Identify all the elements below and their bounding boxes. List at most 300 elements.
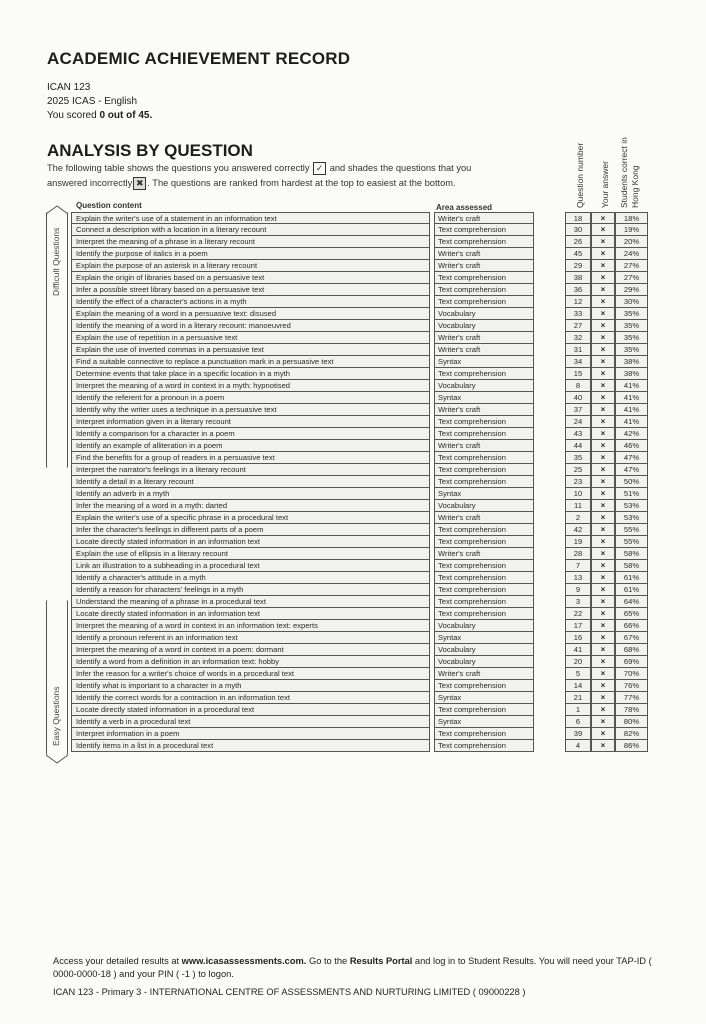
table-row bbox=[71, 380, 661, 392]
checkmark-icon: ✓ bbox=[313, 162, 326, 175]
table-row bbox=[71, 728, 661, 740]
table-row bbox=[71, 344, 661, 356]
easy-arrow-icon bbox=[45, 754, 69, 764]
question-content-cell: Interpret the meaning of a word in context in a poem: dormant bbox=[71, 644, 430, 656]
table-row bbox=[71, 332, 661, 344]
area-assessed-cell: Text comprehension bbox=[434, 428, 534, 440]
question-number-cell: 28 bbox=[565, 548, 591, 560]
question-number-cell: 36 bbox=[565, 284, 591, 296]
question-content-cell: Locate directly stated information in a procedural text bbox=[71, 704, 430, 716]
table-row bbox=[71, 524, 661, 536]
question-content-cell: Identify the referent for a pronoun in a poem bbox=[71, 392, 430, 404]
cross-icon: ✖ bbox=[133, 177, 146, 190]
table-row bbox=[71, 452, 661, 464]
students-correct-cell: 67% bbox=[615, 632, 648, 644]
students-correct-cell: 19% bbox=[615, 224, 648, 236]
table-row bbox=[71, 644, 661, 656]
question-content-cell: Connect a description with a location in a literary recount bbox=[71, 224, 430, 236]
your-answer-cell: × bbox=[591, 392, 615, 404]
students-correct-cell: 35% bbox=[615, 332, 648, 344]
question-number-cell: 32 bbox=[565, 332, 591, 344]
students-correct-cell: 18% bbox=[615, 212, 648, 224]
question-number-cell: 6 bbox=[565, 716, 591, 728]
students-correct-cell: 78% bbox=[615, 704, 648, 716]
footer-text: and log in to Student Results. You will need your TAP-ID ( 0000-0000-18 ) and your PIN ( -1 ) to logon. bbox=[53, 956, 652, 979]
header-students-correct: Students correct in Hong Kong bbox=[619, 137, 640, 208]
table-row bbox=[71, 284, 661, 296]
your-answer-cell: × bbox=[591, 536, 615, 548]
area-assessed-cell: Writer's craft bbox=[434, 512, 534, 524]
question-content-cell: Identify the purpose of italics in a poem bbox=[71, 248, 430, 260]
question-content-cell: Identify a verb in a procedural text bbox=[71, 716, 430, 728]
table-row bbox=[71, 236, 661, 248]
students-correct-cell: 47% bbox=[615, 464, 648, 476]
question-content-cell: Identify an adverb in a myth bbox=[71, 488, 430, 500]
students-correct-cell: 58% bbox=[615, 560, 648, 572]
question-number-cell: 2 bbox=[565, 512, 591, 524]
score-value: 0 out of 45. bbox=[99, 110, 153, 121]
question-content-cell: Identify items in a list in a procedural text bbox=[71, 740, 430, 752]
table-row bbox=[71, 476, 661, 488]
question-content-cell: Locate directly stated information in an information text bbox=[71, 536, 430, 548]
table-row bbox=[71, 212, 661, 224]
question-content-cell: Identify the correct words for a contraction in an information text bbox=[71, 692, 430, 704]
students-correct-cell: 53% bbox=[615, 500, 648, 512]
question-content-cell: Find a suitable connective to replace a punctuation mark in a persuasive text bbox=[71, 356, 430, 368]
students-correct-cell: 58% bbox=[615, 548, 648, 560]
area-assessed-cell: Syntax bbox=[434, 716, 534, 728]
your-answer-cell: × bbox=[591, 476, 615, 488]
students-correct-cell: 24% bbox=[615, 248, 648, 260]
area-assessed-cell: Syntax bbox=[434, 392, 534, 404]
your-answer-cell: × bbox=[591, 308, 615, 320]
table-row bbox=[71, 572, 661, 584]
area-assessed-cell: Text comprehension bbox=[434, 728, 534, 740]
question-table bbox=[71, 212, 661, 752]
students-correct-cell: 64% bbox=[615, 596, 648, 608]
table-row bbox=[71, 716, 661, 728]
table-row bbox=[71, 368, 661, 380]
your-answer-cell: × bbox=[591, 668, 615, 680]
table-row bbox=[71, 428, 661, 440]
your-answer-cell: × bbox=[591, 740, 615, 752]
question-number-cell: 21 bbox=[565, 692, 591, 704]
students-correct-cell: 46% bbox=[615, 440, 648, 452]
table-row bbox=[71, 536, 661, 548]
score-line bbox=[47, 109, 152, 123]
question-number-cell: 31 bbox=[565, 344, 591, 356]
your-answer-cell: × bbox=[591, 620, 615, 632]
students-correct-cell: 82% bbox=[615, 728, 648, 740]
your-answer-cell: × bbox=[591, 632, 615, 644]
question-number-cell: 33 bbox=[565, 308, 591, 320]
area-assessed-cell: Text comprehension bbox=[434, 236, 534, 248]
question-content-cell: Explain the purpose of an asterisk in a literary recount bbox=[71, 260, 430, 272]
table-row bbox=[71, 704, 661, 716]
students-correct-cell: 70% bbox=[615, 668, 648, 680]
question-content-cell: Infer the meaning of a word in a myth: darted bbox=[71, 500, 430, 512]
question-number-cell: 23 bbox=[565, 476, 591, 488]
students-correct-cell: 30% bbox=[615, 296, 648, 308]
area-assessed-cell: Writer's craft bbox=[434, 404, 534, 416]
question-number-cell: 7 bbox=[565, 560, 591, 572]
question-number-cell: 40 bbox=[565, 392, 591, 404]
question-number-cell: 22 bbox=[565, 608, 591, 620]
table-row bbox=[71, 548, 661, 560]
area-assessed-cell: Syntax bbox=[434, 692, 534, 704]
area-assessed-cell: Writer's craft bbox=[434, 344, 534, 356]
students-correct-cell: 66% bbox=[615, 620, 648, 632]
your-answer-cell: × bbox=[591, 356, 615, 368]
your-answer-cell: × bbox=[591, 524, 615, 536]
table-row bbox=[71, 596, 661, 608]
your-answer-cell: × bbox=[591, 416, 615, 428]
question-number-cell: 12 bbox=[565, 296, 591, 308]
question-content-cell: Explain the writer's use of a specific phrase in a procedural text bbox=[71, 512, 430, 524]
question-content-cell: Explain the meaning of a word in a persuasive text: disused bbox=[71, 308, 430, 320]
area-assessed-cell: Text comprehension bbox=[434, 596, 534, 608]
students-correct-cell: 76% bbox=[615, 680, 648, 692]
your-answer-cell: × bbox=[591, 332, 615, 344]
intro-text: The following table shows the questions you answered correctly bbox=[47, 163, 310, 173]
your-answer-cell: × bbox=[591, 380, 615, 392]
question-content-cell: Explain the origin of libraries based on a persuasive text bbox=[71, 272, 430, 284]
question-content-cell: Identify the meaning of a word in a literary recount: manoeuvred bbox=[71, 320, 430, 332]
table-row bbox=[71, 656, 661, 668]
students-correct-cell: 68% bbox=[615, 644, 648, 656]
area-assessed-cell: Text comprehension bbox=[434, 680, 534, 692]
table-row bbox=[71, 560, 661, 572]
your-answer-cell: × bbox=[591, 692, 615, 704]
question-content-cell: Explain the use of repetition in a persuasive text bbox=[71, 332, 430, 344]
table-row bbox=[71, 392, 661, 404]
question-content-cell: Locate directly stated information in an information text bbox=[71, 608, 430, 620]
students-correct-cell: 27% bbox=[615, 260, 648, 272]
your-answer-cell: × bbox=[591, 512, 615, 524]
table-row bbox=[71, 404, 661, 416]
question-number-cell: 19 bbox=[565, 536, 591, 548]
area-assessed-cell: Text comprehension bbox=[434, 704, 534, 716]
results-website-link[interactable]: www.icasassessments.com. bbox=[181, 956, 307, 966]
question-number-cell: 39 bbox=[565, 728, 591, 740]
area-assessed-cell: Text comprehension bbox=[434, 476, 534, 488]
question-number-cell: 26 bbox=[565, 236, 591, 248]
students-correct-cell: 51% bbox=[615, 488, 648, 500]
question-number-cell: 11 bbox=[565, 500, 591, 512]
area-assessed-cell: Text comprehension bbox=[434, 524, 534, 536]
students-correct-cell: 50% bbox=[615, 476, 648, 488]
students-correct-cell: 38% bbox=[615, 368, 648, 380]
students-correct-cell: 77% bbox=[615, 692, 648, 704]
question-number-cell: 9 bbox=[565, 584, 591, 596]
table-row bbox=[71, 620, 661, 632]
table-row bbox=[71, 692, 661, 704]
table-row bbox=[71, 668, 661, 680]
area-assessed-cell: Writer's craft bbox=[434, 212, 534, 224]
question-number-cell: 13 bbox=[565, 572, 591, 584]
footer-text: Access your detailed results at bbox=[53, 956, 182, 966]
students-correct-cell: 61% bbox=[615, 572, 648, 584]
question-number-cell: 4 bbox=[565, 740, 591, 752]
your-answer-cell: × bbox=[591, 716, 615, 728]
your-answer-cell: × bbox=[591, 320, 615, 332]
area-assessed-cell: Syntax bbox=[434, 632, 534, 644]
question-content-cell: Identify the effect of a character's actions in a myth bbox=[71, 296, 430, 308]
area-assessed-cell: Vocabulary bbox=[434, 380, 534, 392]
table-row bbox=[71, 488, 661, 500]
question-number-cell: 8 bbox=[565, 380, 591, 392]
area-assessed-cell: Writer's craft bbox=[434, 440, 534, 452]
score-prefix: You scored bbox=[47, 110, 100, 121]
footer-text: Go to the bbox=[306, 956, 350, 966]
table-row bbox=[71, 260, 661, 272]
question-number-cell: 24 bbox=[565, 416, 591, 428]
area-assessed-cell: Text comprehension bbox=[434, 608, 534, 620]
area-assessed-cell: Vocabulary bbox=[434, 320, 534, 332]
area-assessed-cell: Text comprehension bbox=[434, 536, 534, 548]
question-number-cell: 43 bbox=[565, 428, 591, 440]
students-correct-cell: 35% bbox=[615, 320, 648, 332]
question-content-cell: Explain the use of inverted commas in a persuasive text bbox=[71, 344, 430, 356]
question-content-cell: Identify a comparison for a character in a poem bbox=[71, 428, 430, 440]
your-answer-cell: × bbox=[591, 368, 615, 380]
area-assessed-cell: Text comprehension bbox=[434, 416, 534, 428]
area-assessed-cell: Text comprehension bbox=[434, 560, 534, 572]
your-answer-cell: × bbox=[591, 428, 615, 440]
area-assessed-cell: Text comprehension bbox=[434, 452, 534, 464]
your-answer-cell: × bbox=[591, 272, 615, 284]
question-content-cell: Interpret the narrator's feelings in a literary recount bbox=[71, 464, 430, 476]
students-correct-cell: 35% bbox=[615, 308, 648, 320]
students-correct-cell: 41% bbox=[615, 416, 648, 428]
table-row bbox=[71, 320, 661, 332]
area-assessed-cell: Vocabulary bbox=[434, 620, 534, 632]
your-answer-cell: × bbox=[591, 584, 615, 596]
question-content-cell: Explain the writer's use of a statement in an information text bbox=[71, 212, 430, 224]
table-row bbox=[71, 584, 661, 596]
question-content-cell: Explain the use of ellipsis in a literary recount bbox=[71, 548, 430, 560]
area-assessed-cell: Writer's craft bbox=[434, 248, 534, 260]
area-assessed-cell: Writer's craft bbox=[434, 260, 534, 272]
students-correct-cell: 41% bbox=[615, 380, 648, 392]
students-correct-cell: 80% bbox=[615, 716, 648, 728]
table-row bbox=[71, 632, 661, 644]
question-content-cell: Interpret the meaning of a word in context in a myth: hypnotised bbox=[71, 380, 430, 392]
students-correct-cell: 65% bbox=[615, 608, 648, 620]
your-answer-cell: × bbox=[591, 608, 615, 620]
question-content-cell: Identify a detail in a literary recount bbox=[71, 476, 430, 488]
area-assessed-cell: Text comprehension bbox=[434, 284, 534, 296]
students-correct-cell: 61% bbox=[615, 584, 648, 596]
table-row bbox=[71, 296, 661, 308]
area-assessed-cell: Vocabulary bbox=[434, 644, 534, 656]
your-answer-cell: × bbox=[591, 248, 615, 260]
area-assessed-cell: Vocabulary bbox=[434, 656, 534, 668]
area-assessed-cell: Vocabulary bbox=[434, 500, 534, 512]
table-row bbox=[71, 464, 661, 476]
students-correct-cell: 42% bbox=[615, 428, 648, 440]
question-number-cell: 25 bbox=[565, 464, 591, 476]
table-row bbox=[71, 440, 661, 452]
students-correct-cell: 38% bbox=[615, 356, 648, 368]
question-number-cell: 3 bbox=[565, 596, 591, 608]
your-answer-cell: × bbox=[591, 284, 615, 296]
footer-school-info: ICAN 123 - Primary 3 - INTERNATIONAL CENTRE OF ASSESSMENTS AND NURTURING LIMITED ( 09000228 ) bbox=[53, 987, 526, 997]
question-number-cell: 35 bbox=[565, 452, 591, 464]
your-answer-cell: × bbox=[591, 548, 615, 560]
question-content-cell: Interpret the meaning of a word in context in an information text: experts bbox=[71, 620, 430, 632]
question-content-cell: Interpret information given in a literary recount bbox=[71, 416, 430, 428]
area-assessed-cell: Writer's craft bbox=[434, 332, 534, 344]
table-row bbox=[71, 272, 661, 284]
your-answer-cell: × bbox=[591, 572, 615, 584]
table-row bbox=[71, 608, 661, 620]
your-answer-cell: × bbox=[591, 560, 615, 572]
students-correct-cell: 55% bbox=[615, 536, 648, 548]
question-number-cell: 20 bbox=[565, 656, 591, 668]
students-correct-cell: 41% bbox=[615, 392, 648, 404]
your-answer-cell: × bbox=[591, 500, 615, 512]
question-content-cell: Identify an example of alliteration in a poem bbox=[71, 440, 430, 452]
area-assessed-cell: Vocabulary bbox=[434, 308, 534, 320]
question-number-cell: 38 bbox=[565, 272, 591, 284]
question-number-cell: 37 bbox=[565, 404, 591, 416]
question-content-cell: Identify what is important to a character in a myth bbox=[71, 680, 430, 692]
question-content-cell: Understand the meaning of a phrase in a procedural text bbox=[71, 596, 430, 608]
table-row bbox=[71, 680, 661, 692]
question-content-cell: Infer a possible street library based on a persuasive text bbox=[71, 284, 430, 296]
question-number-cell: 34 bbox=[565, 356, 591, 368]
students-correct-cell: 20% bbox=[615, 236, 648, 248]
question-content-cell: Identify why the writer uses a technique in a persuasive text bbox=[71, 404, 430, 416]
question-number-cell: 27 bbox=[565, 320, 591, 332]
your-answer-cell: × bbox=[591, 728, 615, 740]
page-title: ACADEMIC ACHIEVEMENT RECORD bbox=[47, 49, 351, 68]
table-row bbox=[71, 500, 661, 512]
intro-text: and shades the questions that you bbox=[329, 163, 472, 173]
students-correct-cell: 55% bbox=[615, 524, 648, 536]
your-answer-cell: × bbox=[591, 344, 615, 356]
students-correct-cell: 35% bbox=[615, 344, 648, 356]
table-row bbox=[71, 416, 661, 428]
question-number-cell: 30 bbox=[565, 224, 591, 236]
students-correct-cell: 27% bbox=[615, 272, 648, 284]
question-number-cell: 41 bbox=[565, 644, 591, 656]
area-assessed-cell: Text comprehension bbox=[434, 584, 534, 596]
your-answer-cell: × bbox=[591, 260, 615, 272]
students-correct-cell: 29% bbox=[615, 284, 648, 296]
your-answer-cell: × bbox=[591, 656, 615, 668]
question-content-cell: Find the benefits for a group of readers in a persuasive text bbox=[71, 452, 430, 464]
students-correct-cell: 53% bbox=[615, 512, 648, 524]
difficult-questions-label: Difficult Questions bbox=[51, 227, 61, 296]
question-content-cell: Identify a pronoun referent in an information text bbox=[71, 632, 430, 644]
question-content-cell: Determine events that take place in a specific location in a myth bbox=[71, 368, 430, 380]
question-number-cell: 16 bbox=[565, 632, 591, 644]
header-your-answer: Your answer bbox=[600, 161, 610, 208]
question-number-cell: 45 bbox=[565, 248, 591, 260]
question-content-cell: Identify a character's attitude in a myth bbox=[71, 572, 430, 584]
question-number-cell: 14 bbox=[565, 680, 591, 692]
table-row bbox=[71, 248, 661, 260]
question-number-cell: 18 bbox=[565, 212, 591, 224]
exam-name: 2025 ICAS - English bbox=[47, 96, 138, 107]
question-number-cell: 5 bbox=[565, 668, 591, 680]
student-info bbox=[47, 81, 152, 123]
area-assessed-cell: Syntax bbox=[434, 356, 534, 368]
student-name: ICAN 123 bbox=[47, 82, 91, 93]
question-content-cell: Link an illustration to a subheading in a procedural text bbox=[71, 560, 430, 572]
area-assessed-cell: Text comprehension bbox=[434, 272, 534, 284]
table-row bbox=[71, 512, 661, 524]
header-area-assessed: Area assessed bbox=[436, 203, 493, 212]
difficult-arrow-icon bbox=[45, 205, 69, 215]
question-content-cell: Infer the character's feelings in different parts of a poem bbox=[71, 524, 430, 536]
question-number-cell: 42 bbox=[565, 524, 591, 536]
question-content-cell: Identify a word from a definition in an information text: hobby bbox=[71, 656, 430, 668]
area-assessed-cell: Text comprehension bbox=[434, 740, 534, 752]
header-question-number: Question number bbox=[575, 142, 585, 208]
area-assessed-cell: Writer's craft bbox=[434, 668, 534, 680]
your-answer-cell: × bbox=[591, 440, 615, 452]
your-answer-cell: × bbox=[591, 704, 615, 716]
area-assessed-cell: Text comprehension bbox=[434, 572, 534, 584]
your-answer-cell: × bbox=[591, 236, 615, 248]
question-number-cell: 1 bbox=[565, 704, 591, 716]
area-assessed-cell: Text comprehension bbox=[434, 224, 534, 236]
your-answer-cell: × bbox=[591, 212, 615, 224]
area-assessed-cell: Text comprehension bbox=[434, 368, 534, 380]
question-content-cell: Infer the reason for a writer's choice of words in a procedural text bbox=[71, 668, 430, 680]
section-title: ANALYSIS BY QUESTION bbox=[47, 141, 253, 160]
table-row bbox=[71, 740, 661, 752]
area-assessed-cell: Text comprehension bbox=[434, 464, 534, 476]
question-number-cell: 15 bbox=[565, 368, 591, 380]
table-row bbox=[71, 356, 661, 368]
your-answer-cell: × bbox=[591, 452, 615, 464]
students-correct-cell: 86% bbox=[615, 740, 648, 752]
results-portal-label: Results Portal bbox=[349, 956, 413, 966]
easy-questions-label: Easy Questions bbox=[51, 686, 61, 746]
your-answer-cell: × bbox=[591, 680, 615, 692]
your-answer-cell: × bbox=[591, 644, 615, 656]
students-correct-cell: 47% bbox=[615, 452, 648, 464]
your-answer-cell: × bbox=[591, 404, 615, 416]
question-number-cell: 10 bbox=[565, 488, 591, 500]
section-intro bbox=[47, 161, 547, 191]
your-answer-cell: × bbox=[591, 464, 615, 476]
students-correct-cell: 69% bbox=[615, 656, 648, 668]
question-content-cell: Identify a reason for characters' feelings in a myth bbox=[71, 584, 430, 596]
your-answer-cell: × bbox=[591, 488, 615, 500]
area-assessed-cell: Text comprehension bbox=[434, 296, 534, 308]
question-content-cell: Interpret information in a poem bbox=[71, 728, 430, 740]
your-answer-cell: × bbox=[591, 296, 615, 308]
question-number-cell: 44 bbox=[565, 440, 591, 452]
area-assessed-cell: Syntax bbox=[434, 488, 534, 500]
question-content-cell: Interpret the meaning of a phrase in a literary recount bbox=[71, 236, 430, 248]
intro-text: . The questions are ranked from hardest at the top to easiest at the bottom. bbox=[147, 178, 456, 188]
header-question-content: Question content bbox=[76, 201, 142, 210]
your-answer-cell: × bbox=[591, 224, 615, 236]
intro-text: answered incorrectly bbox=[47, 178, 133, 188]
your-answer-cell: × bbox=[591, 596, 615, 608]
table-row bbox=[71, 308, 661, 320]
question-number-cell: 29 bbox=[565, 260, 591, 272]
question-number-cell: 17 bbox=[565, 620, 591, 632]
footer-access-info bbox=[53, 955, 663, 981]
area-assessed-cell: Writer's craft bbox=[434, 548, 534, 560]
